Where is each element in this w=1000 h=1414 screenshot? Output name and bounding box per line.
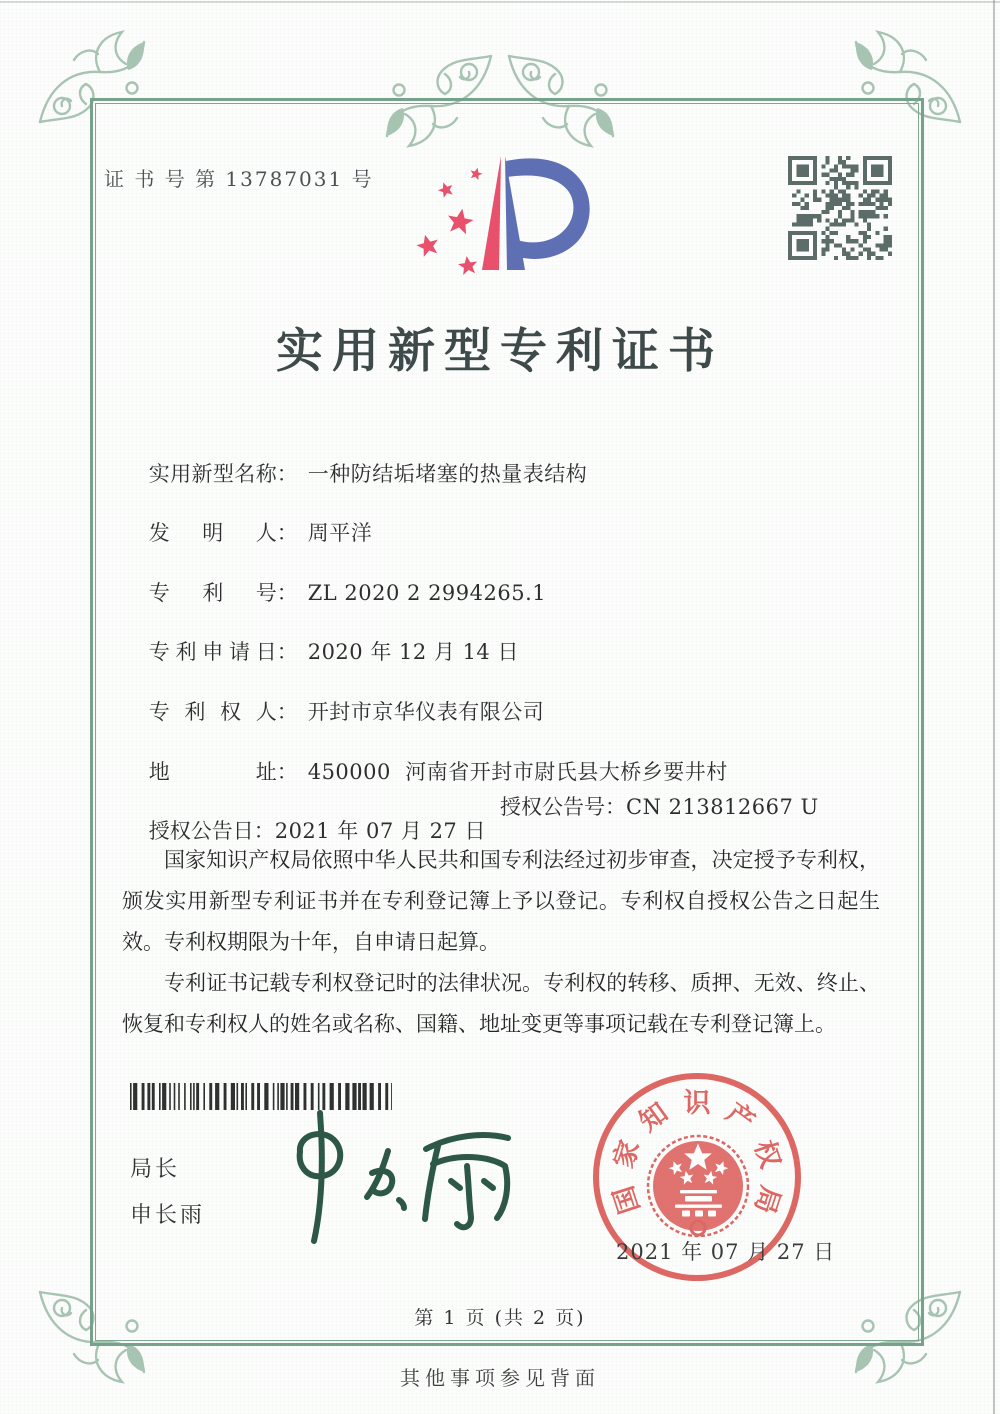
grant-date-value: 2021 年 07 月 27 日: [274, 819, 486, 843]
field-value-patent-no: ZL 2020 2 2994265.1: [307, 581, 547, 605]
field-label: 地址: [148, 760, 277, 784]
seal-char: 识: [683, 1088, 711, 1119]
field-value-patent-name: 一种防结垢堵塞的热量表结构: [307, 462, 588, 486]
grant-date-label: 授权公告日: [148, 819, 254, 843]
grant-no-group: [500, 791, 819, 821]
legal-paragraph-1: 国家知识产权局依照中华人民共和国专利法经过初步审查，决定授予专利权，颁发实用新型专利证书并在专利登记簿上予以登记。专利权自授权公告之日起生效。专利权期限为十年，自申请日起算。: [122, 848, 880, 954]
field-colon: ：: [276, 700, 298, 724]
qr-code-icon: [788, 156, 892, 260]
field-colon: ：: [253, 819, 275, 843]
signature-ink: [268, 1105, 528, 1250]
field-colon: ：: [276, 462, 298, 486]
field-value-inventor: 周平洋: [307, 521, 373, 545]
scan-edge-right: [993, 0, 995, 1414]
grant-no-value: CN 213812667 U: [626, 795, 819, 819]
certificate-title: 实用新型专利证书: [276, 324, 724, 379]
field-label: 专利号: [148, 581, 277, 605]
field-value-patentee: 开封市京华仪表有限公司: [307, 700, 545, 724]
field-value-address: 450000 河南省开封市尉氏县大桥乡要井村: [307, 760, 728, 784]
seal-char: 知: [633, 1097, 674, 1139]
grant-no-label: 授权公告号: [500, 795, 605, 819]
field-colon: ：: [605, 795, 626, 819]
scan-edge-top: [0, 1, 1000, 3]
field-colon: ：: [276, 760, 298, 784]
page-number: 第 1 页 (共 2 页): [414, 1307, 586, 1329]
seal-date: 2021 年 07 月 27 日: [616, 1240, 836, 1264]
seal-char: 权: [747, 1136, 786, 1172]
certificate-number: 证 书 号 第 13787031 号: [104, 167, 374, 191]
field-colon: ：: [276, 581, 298, 605]
field-label: 发明人: [148, 521, 277, 545]
signer-name: 申长雨: [130, 1203, 206, 1228]
legal-text: [122, 840, 880, 1045]
field-colon: ：: [276, 640, 298, 664]
seal-char: 产: [720, 1097, 761, 1139]
back-side-note: 其他事项参见背面: [400, 1366, 600, 1390]
field-label: 专利权人: [148, 700, 277, 724]
signer-title: 局长: [130, 1157, 181, 1182]
field-label: 专利申请日: [148, 640, 277, 664]
seal-emblem: [648, 1136, 748, 1236]
field-value-filing-date: 2020 年 12 月 14 日: [307, 640, 519, 664]
legal-paragraph-2: 专利证书记载专利权登记时的法律状况。专利权的转移、质押、无效、终止、恢复和专利权人的姓名或名称、国籍、地址变更等事项记载在专利登记簿上。: [122, 971, 880, 1036]
field-label: 实用新型名称: [148, 462, 277, 486]
seal-char: 国: [608, 1182, 647, 1218]
field-colon: ：: [276, 521, 298, 545]
cnipa-logo-icon: [402, 148, 612, 300]
seal-char: 家: [608, 1136, 647, 1172]
seal-char: 局: [747, 1182, 786, 1218]
